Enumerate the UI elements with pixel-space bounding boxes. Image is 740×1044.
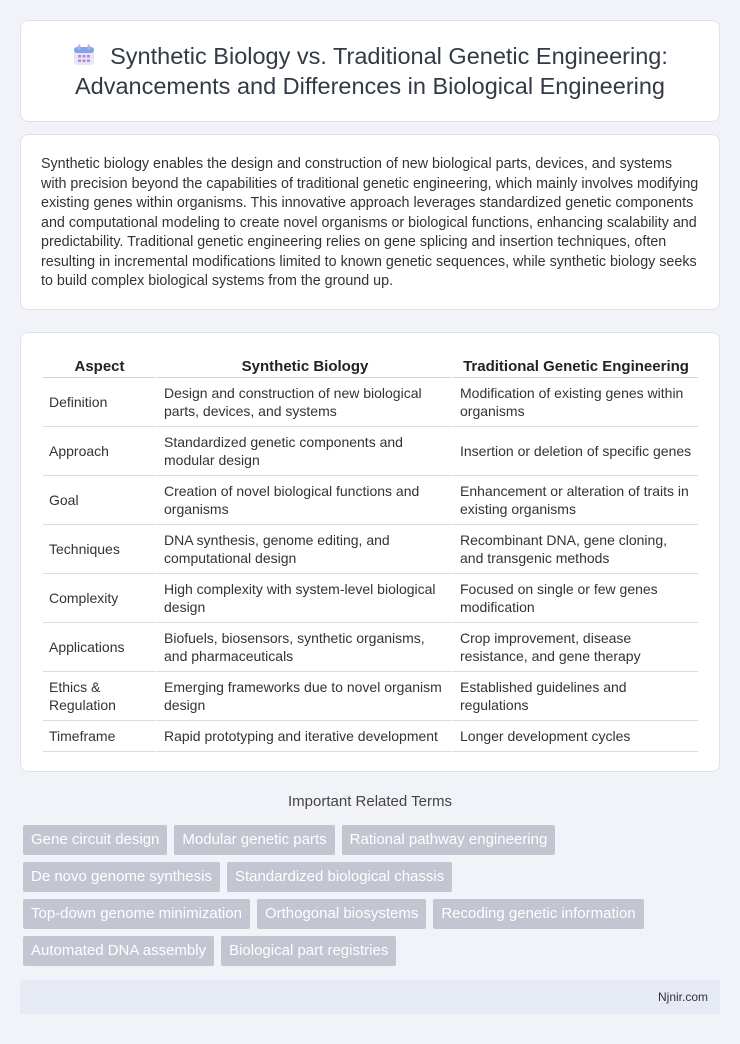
synthetic-cell: Standardized genetic components and modular design — [156, 427, 452, 476]
traditional-cell: Longer development cycles — [452, 721, 698, 752]
related-term-tag[interactable]: Standardized biological chassis — [227, 862, 452, 892]
related-term-tag[interactable]: Rational pathway engineering — [342, 825, 556, 855]
aspect-cell: Techniques — [43, 525, 156, 574]
related-term-tag[interactable]: Recoding genetic information — [433, 899, 643, 929]
related-terms-heading: Important Related Terms — [288, 793, 452, 810]
aspect-cell: Goal — [43, 476, 156, 525]
table-row — [43, 721, 698, 752]
traditional-cell: Enhancement or alteration of traits in existing organisms — [452, 476, 698, 525]
synthetic-cell: Emerging frameworks due to novel organism design — [156, 672, 452, 721]
header-aspect: Aspect — [43, 353, 156, 378]
related-terms-list — [23, 825, 723, 973]
table-header-row — [43, 353, 698, 378]
related-term-tag[interactable]: De novo genome synthesis — [23, 862, 220, 892]
title-card — [20, 20, 720, 122]
intro-card — [20, 134, 720, 310]
related-term-tag[interactable]: Gene circuit design — [23, 825, 167, 855]
tag-row — [23, 825, 723, 855]
tag-row — [23, 936, 723, 966]
table-row — [43, 525, 698, 574]
aspect-cell: Approach — [43, 427, 156, 476]
comparison-table — [43, 353, 698, 752]
tag-row — [23, 862, 723, 892]
footer — [20, 980, 720, 1014]
traditional-cell: Focused on single or few genes modification — [452, 574, 698, 623]
related-term-tag[interactable]: Biological part registries — [221, 936, 396, 966]
traditional-cell: Crop improvement, disease resistance, and gene therapy — [452, 623, 698, 672]
table-row — [43, 672, 698, 721]
table-row — [43, 427, 698, 476]
aspect-cell: Ethics & Regulation — [43, 672, 156, 721]
table-row — [43, 476, 698, 525]
table-row — [43, 574, 698, 623]
synthetic-cell: Biofuels, biosensors, synthetic organisms, and pharmaceuticals — [156, 623, 452, 672]
traditional-cell: Established guidelines and regulations — [452, 672, 698, 721]
calendar-icon — [72, 43, 96, 67]
traditional-cell: Recombinant DNA, gene cloning, and transgenic methods — [452, 525, 698, 574]
aspect-cell: Applications — [43, 623, 156, 672]
synthetic-cell: High complexity with system-level biological design — [156, 574, 452, 623]
header-synthetic-biology: Synthetic Biology — [156, 353, 452, 378]
synthetic-cell: Rapid prototyping and iterative development — [156, 721, 452, 752]
related-term-tag[interactable]: Orthogonal biosystems — [257, 899, 426, 929]
related-term-tag[interactable]: Automated DNA assembly — [23, 936, 214, 966]
synthetic-cell: DNA synthesis, genome editing, and computational design — [156, 525, 452, 574]
synthetic-cell: Creation of novel biological functions and organisms — [156, 476, 452, 525]
related-term-tag[interactable]: Modular genetic parts — [174, 825, 334, 855]
aspect-cell: Complexity — [43, 574, 156, 623]
tag-row — [23, 899, 723, 929]
aspect-cell: Timeframe — [43, 721, 156, 752]
comparison-card — [20, 332, 720, 772]
traditional-cell: Insertion or deletion of specific genes — [452, 427, 698, 476]
aspect-cell: Definition — [43, 378, 156, 427]
related-term-tag[interactable]: Top-down genome minimization — [23, 899, 250, 929]
header-traditional-genetic-engineering: Traditional Genetic Engineering — [452, 353, 698, 378]
table-row — [43, 378, 698, 427]
intro-paragraph: Synthetic biology enables the design and construction of new biological parts, devices, and systems with precision beyond the capabilities of traditional genetic engineering, which mainly involves modifying existing genes within organisms. This innovative approach leverages standardized genetic components and computational modeling to create novel organisms or biological functions, enhancing scalability and predictability. Traditional genetic engineering relies on gene splicing and insertion techniques, often resulting in incremental modifications limited to known genetic sequences, while synthetic biology seeks to build complex biological systems from the ground up. — [41, 156, 699, 289]
site-link[interactable]: Njnir.com — [657, 990, 708, 1004]
traditional-cell: Modification of existing genes within organisms — [452, 378, 698, 427]
table-row — [43, 623, 698, 672]
synthetic-cell: Design and construction of new biological parts, devices, and systems — [156, 378, 452, 427]
page-title: Synthetic Biology vs. Traditional Genetic Engineering: Advancements and Differences in Biological Engineering — [50, 41, 690, 101]
